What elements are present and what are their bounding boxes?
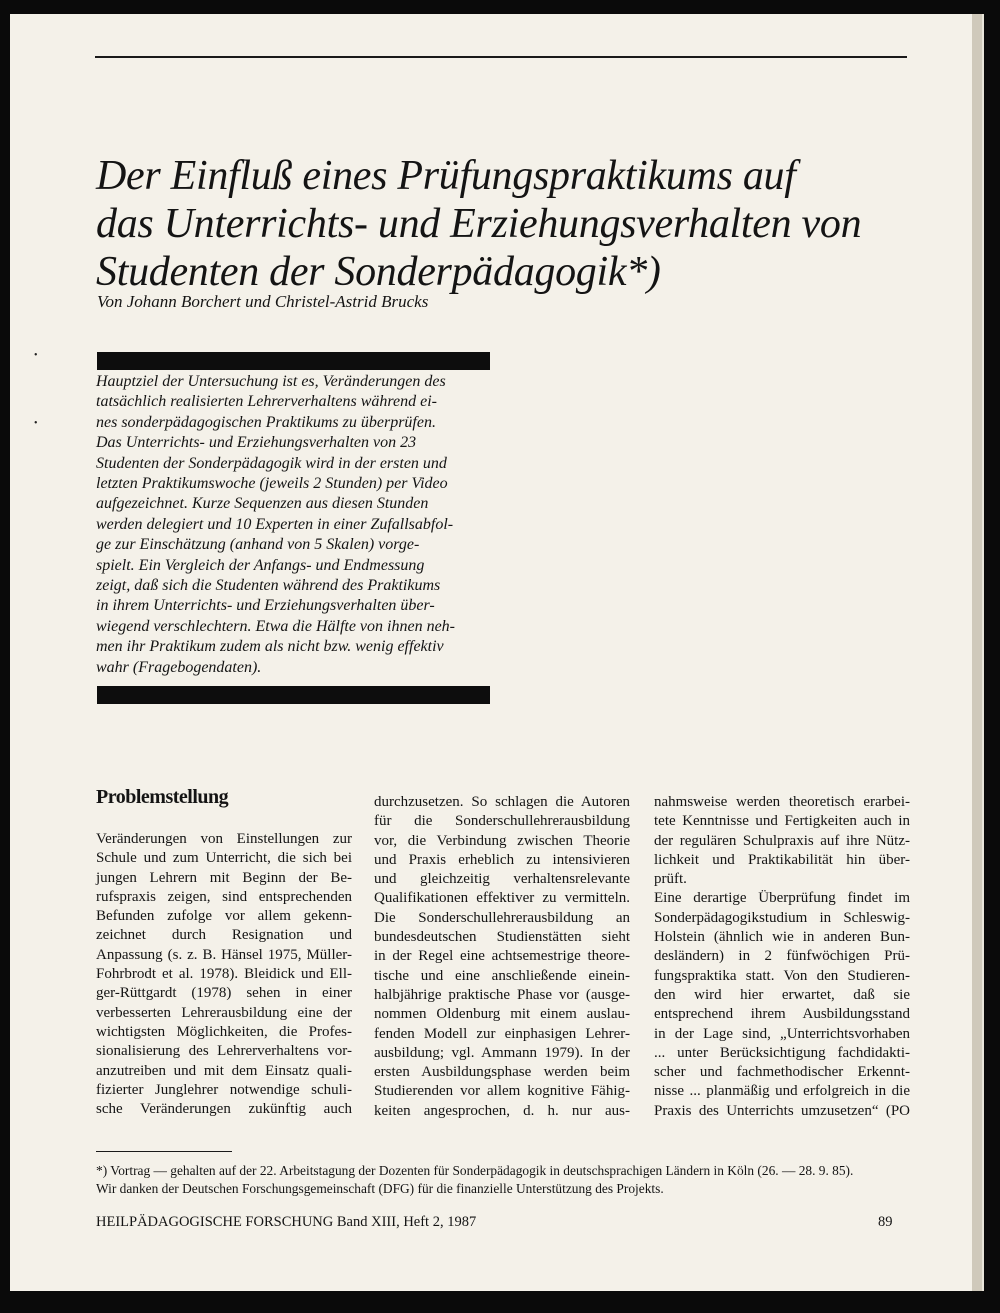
page-edge <box>972 14 982 1291</box>
column-line: Praxis des Unterrichts umzusetzen“ (PO <box>654 1102 910 1119</box>
column-line: Studierenden vor allem kognitive Fähig- <box>374 1083 630 1100</box>
text-column-2 <box>374 793 630 1121</box>
column-line: keiten angesprochen, d. h. nur aus- <box>374 1102 630 1119</box>
footnote-line: *) Vortrag — gehalten auf der 22. Arbeitstagung der Dozenten für Sonderpädagogik in deutschsprachigen Ländern in Köln (26. — 28. 9. 85). <box>96 1163 854 1178</box>
abstract-bottom-bar <box>97 686 490 704</box>
margin-mark: • <box>34 418 38 429</box>
text-column-3 <box>654 793 910 1121</box>
article-title <box>96 152 916 296</box>
column-line: nisse ... planmäßig und erfolgreich in die <box>654 1083 910 1100</box>
column-line: und Praxis erheblich zu intensivieren <box>374 851 630 868</box>
column-line: Schule und zum Unterricht, die sich bei <box>96 850 352 867</box>
abstract-line: letzten Praktikumswoche (jeweils 2 Stunden) per Video <box>96 475 448 493</box>
journal-footer: HEILPÄDAGOGISCHE FORSCHUNG Band XIII, Heft 2, 1987 <box>96 1214 477 1230</box>
abstract-line: tatsächlich realisierten Lehrerverhaltens während ei- <box>96 393 437 411</box>
top-rule <box>95 56 907 58</box>
abstract-line: wiegend verschlechtern. Etwa die Hälfte von ihnen neh- <box>96 617 456 635</box>
column-line: Veränderungen von Einstellungen zur <box>96 831 352 847</box>
abstract-line: nes sonderpädagogischen Praktikums zu überprüfen. <box>96 413 436 431</box>
column-line: in der Regel eine achtsemestrige theore- <box>374 948 630 965</box>
column-line: der regulären Schulpraxis auf ihre Nütz- <box>654 832 910 849</box>
column-line: anzutreiben und mit dem Einsatz quali- <box>96 1062 352 1079</box>
column-line: halbjährige praktische Phase vor (ausge- <box>374 986 630 1003</box>
margin-mark: • <box>34 350 38 361</box>
column-line: den wird hier erwartet, daß sie <box>654 986 910 1003</box>
abstract-line: Hauptziel der Untersuchung ist es, Veränderungen des <box>96 373 446 390</box>
column-line: ger-Rüttgardt (1978) sehen in einer <box>96 985 352 1002</box>
column-line: entsprechend ihrem Ausbildungsstand <box>654 1006 910 1023</box>
column-line: ... unter Berücksichtigung fachdidakti- <box>654 1044 910 1061</box>
footnote-line: Wir danken der Deutschen Forschungsgemeinschaft (DFG) für die finanzielle Unterstützung des Projekts. <box>96 1181 664 1196</box>
title-line: Studenten der Sonderpädagogik*) <box>96 249 661 295</box>
column-line: nahmsweise werden theoretisch erarbei- <box>654 794 910 810</box>
abstract-line: wahr (Fragebogendaten). <box>96 658 262 676</box>
column-line: verbesserten Lehrerausbildung eine der <box>96 1004 352 1021</box>
section-heading: Problemstellung <box>96 786 229 808</box>
abstract-line: men ihr Praktikum zudem als nicht bzw. wenig effektiv <box>96 638 444 656</box>
column-line: Anpassung (s. z. B. Hänsel 1975, Müller- <box>96 946 352 963</box>
footnote <box>96 1162 916 1198</box>
footnote-rule <box>96 1151 232 1152</box>
page-number: 89 <box>878 1214 893 1230</box>
abstract-line: werden delegiert und 10 Experten in einer Zufallsabfol- <box>96 515 454 533</box>
column-line: sche Veränderungen zukünftig auch <box>96 1101 352 1118</box>
column-line: scher und fachmethodischer Erkennt- <box>654 1064 910 1081</box>
column-line: bundesdeutschen Studienstätten sieht <box>374 929 630 946</box>
abstract-line: Studenten der Sonderpädagogik wird in der ersten und <box>96 454 447 472</box>
column-line: desländern) in 2 fünfwöchigen Prü- <box>654 948 910 965</box>
column-line: Qualifikationen effektiver zu vermitteln. <box>374 890 630 907</box>
column-line: ausbildung; vgl. Ammann 1979). In der <box>374 1044 630 1061</box>
page-edge-highlight <box>982 14 984 1291</box>
column-line: rufspraxis zeigen, sind entsprechenden <box>96 888 352 905</box>
abstract <box>96 372 506 678</box>
column-line: Holstein (ähnlich wie in anderen Bun- <box>654 929 910 946</box>
abstract-line: spielt. Ein Vergleich der Anfangs- und Endmessung <box>96 556 425 574</box>
authors-line: Von Johann Borchert und Christel-Astrid Brucks <box>97 292 429 311</box>
title-line: das Unterrichts- und Erziehungsverhalten von <box>96 201 862 247</box>
column-line: fenden Modell zur einphasigen Lehrer- <box>374 1025 630 1042</box>
column-line: wichtigsten Möglichkeiten, die Profes- <box>96 1023 352 1040</box>
column-line: ersten Ausbildungsphase werden beim <box>374 1064 630 1081</box>
abstract-line: ge zur Einschätzung (anhand von 5 Skalen) vorge- <box>96 536 420 554</box>
column-line: Die Sonderschullehrerausbildung an <box>374 909 630 926</box>
abstract-line: aufgezeichnet. Kurze Sequenzen aus diesen Stunden <box>96 495 429 513</box>
column-line: Fohrbrodt et al. 1978). Bleidick und Ell- <box>96 966 352 983</box>
column-line: fungspraktika statt. Von den Studieren- <box>654 967 910 984</box>
abstract-line: zeigt, daß sich die Studenten während des Praktikums <box>96 577 441 595</box>
text-column-1 <box>96 830 352 1119</box>
column-line: fizierter Junglehrer notwendige schuli- <box>96 1081 352 1098</box>
abstract-top-bar <box>97 352 490 370</box>
column-line: Eine derartige Überprüfung findet im <box>654 890 910 907</box>
column-line: tische und eine anschließende einein- <box>374 967 630 984</box>
column-line: in der Lage sind, „Unterrichtsvorhaben <box>654 1025 910 1042</box>
abstract-line: in ihrem Unterrichts- und Erziehungsverhalten über- <box>96 597 435 615</box>
column-line: vor, die Verbindung zwischen Theorie <box>374 832 630 849</box>
column-line: jungen Lehrern mit Beginn der Be- <box>96 869 352 886</box>
column-line: und gleichzeitig verhaltensrelevante <box>374 871 630 888</box>
column-line: lichkeit und Praktikabilität hin über- <box>654 851 910 868</box>
column-line: für die Sonderschullehrerausbildung <box>374 813 630 830</box>
column-line: durchzusetzen. So schlagen die Autoren <box>374 794 630 810</box>
title-line: Der Einfluß eines Prüfungspraktikums auf <box>96 153 796 199</box>
column-line: prüft. <box>654 871 687 888</box>
column-line: nommen Oldenburg mit einem auslau- <box>374 1006 630 1023</box>
column-line: Befunden zufolge vor allem gekenn- <box>96 908 352 925</box>
column-line: zeichnet durch Resignation und <box>96 927 352 944</box>
abstract-line: Das Unterrichts- und Erziehungsverhalten von 23 <box>96 434 417 452</box>
column-line: sionalisierung des Lehrerverhaltens vor- <box>96 1043 352 1060</box>
column-line: tete Kenntnisse und Fertigkeiten auch in <box>654 813 910 830</box>
column-line: Sonderpädagogikstudium in Schleswig- <box>654 909 910 926</box>
